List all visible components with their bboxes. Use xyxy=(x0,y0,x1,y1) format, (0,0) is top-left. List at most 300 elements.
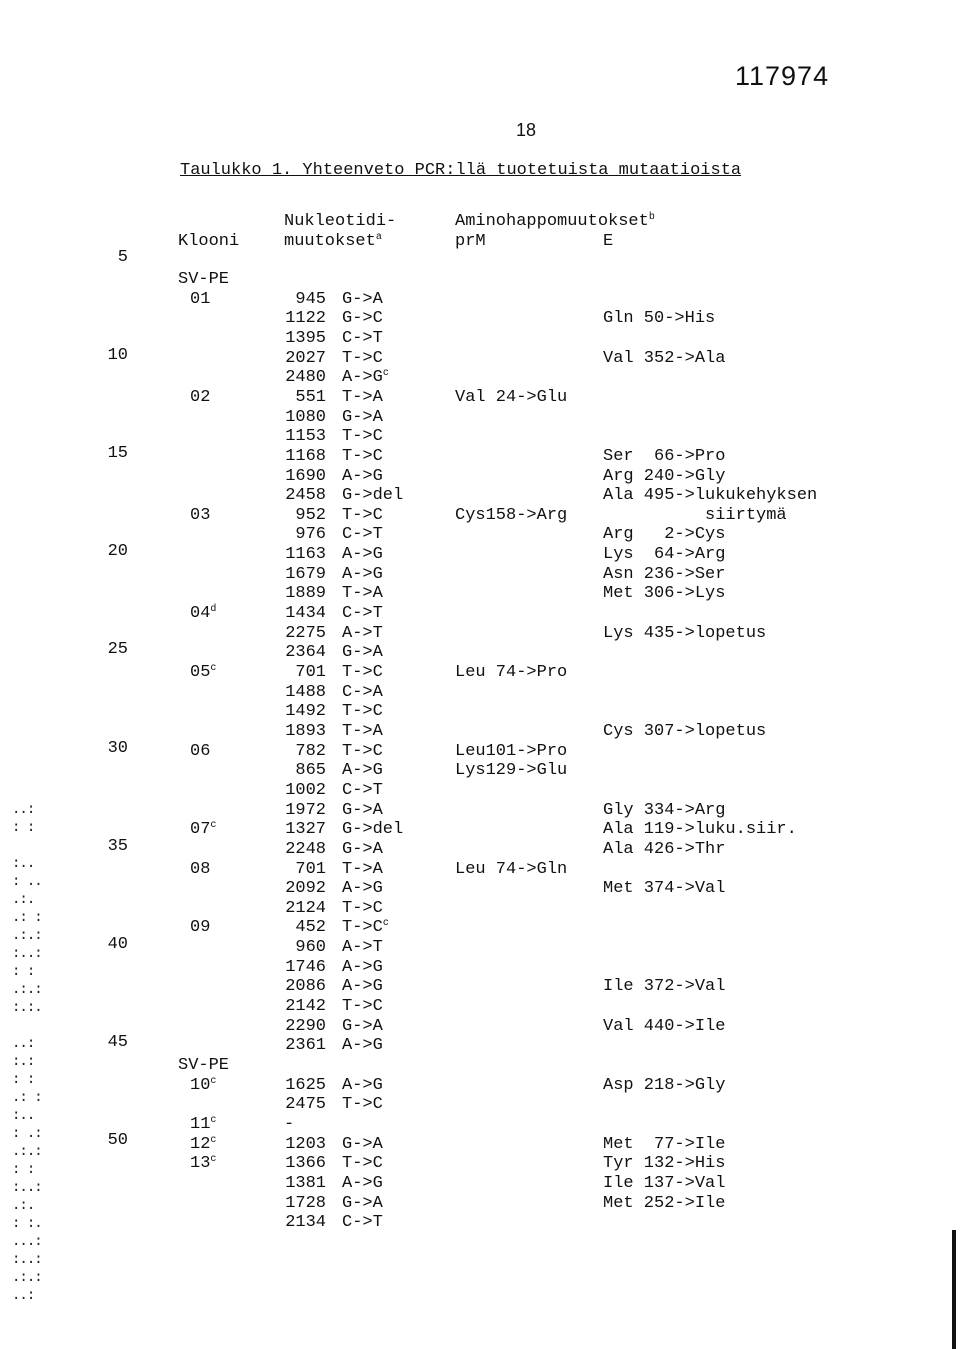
nucleotide-change xyxy=(342,742,383,762)
nucleotide-change xyxy=(342,879,383,899)
nucleotide-position xyxy=(214,427,326,447)
e-change xyxy=(603,525,725,545)
nucleotide-position xyxy=(214,447,326,467)
clone-id xyxy=(190,820,216,840)
nucleotide-position-text: 701 xyxy=(295,663,326,682)
clone-id-text: 09 xyxy=(190,918,211,938)
e-change-text: Asp 218->Gly xyxy=(603,1075,726,1095)
nucleotide-change xyxy=(342,1194,383,1214)
e-change xyxy=(603,977,725,997)
nucleotide-change-text: G->A xyxy=(342,289,383,309)
nucleotide-change-text: T->C xyxy=(342,505,383,525)
e-change-text: Asn 236->Ser xyxy=(603,564,726,584)
nucleotide-position-text: 1203 xyxy=(285,1134,326,1154)
clone-id-footnote: c xyxy=(210,820,217,832)
prm-change-text: Cys158->Arg xyxy=(455,505,568,525)
e-change-text: Ala 495->lukukehyksen xyxy=(603,486,818,506)
nucleotide-change xyxy=(342,801,383,821)
e-change xyxy=(603,349,725,369)
nucleotide-position xyxy=(214,643,326,663)
nucleotide-position xyxy=(214,329,326,349)
nucleotide-position-text: 976 xyxy=(295,525,326,545)
e-change-text: Lys 64->Arg xyxy=(603,545,726,565)
nucleotide-change-text: T->C xyxy=(342,663,383,682)
nucleotide-change xyxy=(342,683,383,703)
nucleotide-change-text: G->del xyxy=(342,486,404,506)
nucleotide-position xyxy=(214,584,326,604)
nucleotide-position xyxy=(214,997,326,1017)
clone-id xyxy=(190,604,216,624)
nucleotide-change-text: A->G xyxy=(342,977,383,997)
nucleotide-position-text: 2092 xyxy=(285,879,326,899)
nucleotide-change xyxy=(342,1076,383,1096)
nucleotide-change xyxy=(342,643,383,663)
prm-change xyxy=(455,663,567,683)
nucleotide-position xyxy=(214,938,326,958)
nucleotide-change-text: T->C xyxy=(342,898,383,918)
e-change xyxy=(603,840,725,860)
nucleotide-change xyxy=(342,545,383,565)
nucleotide-position-text: 551 xyxy=(295,387,326,407)
nucleotide-position xyxy=(214,388,326,408)
nucleotide-position-text: 952 xyxy=(295,505,326,525)
e-change xyxy=(603,722,766,742)
nucleotide-position xyxy=(214,1213,326,1233)
nucleotide-position xyxy=(214,860,326,880)
header-nucleotide-text: muutokset xyxy=(284,232,376,251)
nucleotide-change-text: T->A xyxy=(342,387,383,407)
e-change-text: Tyr 132->His xyxy=(603,1154,726,1174)
clone-id-text: 05 xyxy=(190,663,211,682)
e-change xyxy=(603,820,797,840)
clone-id-footnote: c xyxy=(210,1154,217,1166)
nucleotide-change-text: C->T xyxy=(342,604,383,624)
page-number: 18 xyxy=(516,120,537,140)
nucleotide-position xyxy=(214,525,326,545)
e-change-text: Met 252->Ile xyxy=(603,1193,726,1213)
nucleotide-position xyxy=(214,486,326,506)
header-nucleotide-footnote: a xyxy=(375,232,382,243)
nucleotide-change xyxy=(342,604,383,624)
e-change xyxy=(603,584,725,604)
nucleotide-position xyxy=(214,545,326,565)
nucleotide-change xyxy=(342,702,383,722)
nucleotide-position-text: 2124 xyxy=(285,898,326,918)
e-change-text: Arg 240->Gly xyxy=(603,466,726,486)
nucleotide-change-text: T->C xyxy=(342,741,383,761)
clone-id-footnote: c xyxy=(210,1075,217,1087)
e-change-text: Ile 137->Val xyxy=(603,1173,726,1193)
prm-change xyxy=(455,761,567,781)
clone-id-text: SV-PE xyxy=(178,1056,230,1075)
nucleotide-position-text: 1327 xyxy=(285,820,326,840)
e-change-text: Val 440->Ile xyxy=(603,1016,726,1036)
e-change-text: Gln 50->His xyxy=(603,309,716,329)
nucleotide-change-text: T->C xyxy=(342,446,383,466)
e-change-text: Ala 426->Thr xyxy=(603,839,726,859)
nucleotide-position-text: 1488 xyxy=(285,682,326,702)
nucleotide-position-text: 1153 xyxy=(285,427,326,447)
nucleotide-position xyxy=(214,506,326,526)
nucleotide-change xyxy=(342,938,383,958)
e-change-text: Ser 66->Pro xyxy=(603,446,726,466)
nucleotide-change-text: T->A xyxy=(342,859,383,879)
nucleotide-change xyxy=(342,1036,383,1056)
nucleotide-change-text: A->T xyxy=(342,623,383,643)
nucleotide-position xyxy=(214,1036,326,1056)
nucleotide-position-text: 1381 xyxy=(285,1173,326,1193)
margin-line-number: 30 xyxy=(107,738,128,758)
nucleotide-position-text: 1122 xyxy=(285,309,326,329)
nucleotide-change-text: A->G xyxy=(342,761,383,781)
nucleotide-position-text: 2290 xyxy=(285,1016,326,1036)
nucleotide-change xyxy=(342,761,383,781)
nucleotide-position-text: 865 xyxy=(295,761,326,781)
e-change xyxy=(603,309,715,329)
scan-edge-line xyxy=(952,1230,956,1349)
nucleotide-position-text: 2248 xyxy=(285,839,326,859)
nucleotide-change-text: G->A xyxy=(342,407,383,427)
e-change xyxy=(603,879,725,899)
prm-change xyxy=(455,506,567,526)
nucleotide-change xyxy=(342,447,383,467)
nucleotide-position-text: 1163 xyxy=(285,545,326,565)
nucleotide-change xyxy=(342,781,383,801)
nucleotide-change-text: C->T xyxy=(342,328,383,348)
nucleotide-change-text: T->C xyxy=(342,1154,383,1174)
nucleotide-change xyxy=(342,349,383,369)
nucleotide-change xyxy=(342,840,383,860)
scan-margin-dots: ..: : : :.. : .. .:. .: : .:.: :..: : : .:.: :.:. ..: :.: : : .: : :.. : .: .:.: : : :..: .:. : :. ...: :..: .:.: ..: xyxy=(12,801,42,1303)
nucleotide-change-text: A->G xyxy=(342,545,383,565)
clone-id xyxy=(178,270,229,290)
nucleotide-change xyxy=(342,408,383,428)
e-change xyxy=(603,467,725,487)
nucleotide-change-text: A->G xyxy=(342,466,383,486)
nucleotide-position-text: 2086 xyxy=(285,977,326,997)
nucleotide-position-text: 1690 xyxy=(285,466,326,486)
e-change xyxy=(603,801,725,821)
nucleotide-position xyxy=(214,879,326,899)
e-change xyxy=(603,624,766,644)
nucleotide-change-text: A->T xyxy=(342,938,383,958)
nucleotide-change xyxy=(342,977,383,997)
nucleotide-change-text: T->A xyxy=(342,584,383,604)
clone-id-text: 03 xyxy=(190,505,211,525)
e-change xyxy=(603,1076,725,1096)
nucleotide-position-text: 1366 xyxy=(285,1154,326,1174)
nucleotide-position xyxy=(214,722,326,742)
nucleotide-position xyxy=(214,1135,326,1155)
nucleotide-change xyxy=(342,1135,383,1155)
margin-line-number: 50 xyxy=(107,1130,128,1150)
e-change-text: Cys 307->lopetus xyxy=(603,721,767,741)
e-change-text: Lys 435->lopetus xyxy=(603,623,767,643)
nucleotide-change xyxy=(342,1213,383,1233)
patent-number: 117974 xyxy=(735,61,830,91)
margin-line-number: 15 xyxy=(107,444,128,464)
e-change-text: Met 306->Lys xyxy=(603,584,726,604)
prm-change xyxy=(455,742,567,762)
header-prm: prM xyxy=(455,232,486,251)
nucleotide-change xyxy=(342,624,383,644)
nucleotide-change xyxy=(342,525,383,545)
nucleotide-change-text: A->G xyxy=(342,1036,383,1056)
clone-id-text: 11 xyxy=(190,1114,211,1134)
prm-change-text: Lys129->Glu xyxy=(455,761,568,781)
nucleotide-position-text: 2480 xyxy=(285,368,326,388)
nucleotide-position xyxy=(214,290,326,310)
nucleotide-change xyxy=(342,899,383,919)
margin-line-number: 10 xyxy=(107,346,128,366)
nucleotide-change-text: T->C xyxy=(342,427,383,447)
nucleotide-position xyxy=(214,781,326,801)
clone-id xyxy=(190,388,210,408)
clone-id xyxy=(190,742,210,762)
header-nucleotide-line2 xyxy=(284,232,382,252)
prm-change-text: Val 24->Glu xyxy=(455,387,568,407)
clone-id-text: 07 xyxy=(190,820,211,840)
nucleotide-change xyxy=(342,329,383,349)
nucleotide-position xyxy=(214,683,326,703)
nucleotide-position-text: 960 xyxy=(295,938,326,958)
clone-id-text: 02 xyxy=(190,387,211,407)
nucleotide-change-text: A->G xyxy=(342,1173,383,1193)
nucleotide-change xyxy=(342,918,389,938)
e-change xyxy=(603,1017,725,1037)
nucleotide-position-text: 1395 xyxy=(285,328,326,348)
e-change-text: Ala 119->luku.siir. xyxy=(603,820,797,840)
clone-id xyxy=(190,1076,216,1096)
nucleotide-position-text: 701 xyxy=(295,859,326,879)
header-nucleotide-line1: Nukleotidi- xyxy=(284,212,397,231)
nucleotide-position xyxy=(214,977,326,997)
clone-id xyxy=(190,663,216,683)
nucleotide-change-text: T->C xyxy=(342,348,383,368)
nucleotide-change-text: G->A xyxy=(342,800,383,820)
nucleotide-position xyxy=(214,761,326,781)
nucleotide-change-text: G->A xyxy=(342,1134,383,1154)
nucleotide-change-text: G->A xyxy=(342,839,383,859)
margin-line-number: 45 xyxy=(107,1032,128,1052)
nucleotide-change xyxy=(342,1154,383,1174)
prm-change xyxy=(455,388,567,408)
nucleotide-position xyxy=(214,899,326,919)
nucleotide-position xyxy=(214,624,326,644)
nucleotide-position xyxy=(214,918,326,938)
nucleotide-change xyxy=(342,1095,383,1115)
e-change-text: Arg 2->Cys xyxy=(603,525,726,545)
e-change-text: siirtymä xyxy=(603,505,787,525)
e-change xyxy=(603,565,725,585)
nucleotide-change xyxy=(342,584,383,604)
nucleotide-change xyxy=(342,663,383,683)
nucleotide-position-text: 1002 xyxy=(285,780,326,800)
nucleotide-change-text: C->T xyxy=(342,1213,383,1233)
header-aa-footnote: b xyxy=(648,212,655,223)
nucleotide-change xyxy=(342,290,383,310)
e-change-text: Val 352->Ala xyxy=(603,348,726,368)
e-change xyxy=(603,506,787,526)
nucleotide-change xyxy=(342,1174,383,1194)
nucleotide-change xyxy=(342,860,383,880)
nucleotide-change-text: G->A xyxy=(342,1016,383,1036)
nucleotide-change-text: G->A xyxy=(342,1193,383,1213)
nucleotide-position xyxy=(214,1194,326,1214)
prm-change-text: Leu 74->Pro xyxy=(455,663,568,682)
nucleotide-change-text: C->A xyxy=(342,682,383,702)
nucleotide-position-text: 2142 xyxy=(285,997,326,1017)
nucleotide-position xyxy=(214,1154,326,1174)
nucleotide-change-text: T->C xyxy=(342,702,383,722)
nucleotide-position xyxy=(214,604,326,624)
clone-id-footnote: c xyxy=(210,1114,217,1126)
nucleotide-change-text: A->G xyxy=(342,1075,383,1095)
nucleotide-position-text: 1889 xyxy=(285,584,326,604)
header-aa-text: Aminohappomuutokset xyxy=(455,212,649,231)
clone-id xyxy=(178,1056,229,1076)
nucleotide-change-text: C->T xyxy=(342,525,383,545)
e-change xyxy=(603,486,817,506)
e-change-text: Gly 334->Arg xyxy=(603,800,726,820)
nucleotide-change xyxy=(342,467,383,487)
nucleotide-position-text: 2361 xyxy=(285,1036,326,1056)
clone-id-footnote: c xyxy=(210,1134,217,1146)
nucleotide-change xyxy=(342,506,383,526)
e-change-text: Met 77->Ile xyxy=(603,1134,726,1154)
nucleotide-change-text: T->C xyxy=(342,997,383,1017)
margin-line-number: 20 xyxy=(107,542,128,562)
nucleotide-change-text: A->G xyxy=(342,957,383,977)
nucleotide-position xyxy=(214,801,326,821)
nucleotide-change-footnote: c xyxy=(382,368,389,380)
clone-id-text: 08 xyxy=(190,859,211,879)
nucleotide-position-text: 1728 xyxy=(285,1193,326,1213)
e-change xyxy=(603,545,725,565)
nucleotide-change xyxy=(342,427,383,447)
e-change xyxy=(603,1135,725,1155)
prm-change-text: Leu101->Pro xyxy=(455,741,568,761)
nucleotide-change xyxy=(342,368,389,388)
nucleotide-change xyxy=(342,820,403,840)
nucleotide-change-text: - xyxy=(284,1114,295,1134)
nucleotide-change-text: A->G xyxy=(342,879,383,899)
nucleotide-position-text: 2134 xyxy=(285,1213,326,1233)
nucleotide-change-text: T->A xyxy=(342,721,383,741)
nucleotide-position xyxy=(214,1076,326,1096)
header-clone: Klooni xyxy=(178,232,240,251)
nucleotide-position xyxy=(214,820,326,840)
e-change-text: Met 374->Val xyxy=(603,879,726,899)
clone-id-footnote: d xyxy=(210,604,217,616)
nucleotide-position-text: 2364 xyxy=(285,643,326,663)
nucleotide-change xyxy=(342,486,403,506)
nucleotide-position-text: 1746 xyxy=(285,957,326,977)
clone-id xyxy=(190,1154,216,1174)
nucleotide-position-text: 1434 xyxy=(285,604,326,624)
clone-id xyxy=(190,1115,216,1135)
nucleotide-change-text: G->del xyxy=(342,820,404,840)
nucleotide-change xyxy=(342,722,383,742)
e-change xyxy=(603,1154,725,1174)
margin-line-number: 35 xyxy=(107,836,128,856)
margin-line-number: 25 xyxy=(107,640,128,660)
nucleotide-position-text: 2275 xyxy=(285,623,326,643)
nucleotide-change-text: A->G xyxy=(342,564,383,584)
nucleotide-change-footnote: c xyxy=(382,918,389,930)
clone-id-text: 13 xyxy=(190,1154,211,1174)
e-change xyxy=(603,1174,725,1194)
nucleotide-position-text: 945 xyxy=(295,289,326,309)
clone-id-text: 01 xyxy=(190,289,211,309)
clone-id xyxy=(190,860,210,880)
nucleotide-change-text: A->G xyxy=(342,368,383,388)
nucleotide-position-text: 1972 xyxy=(285,800,326,820)
nucleotide-change xyxy=(342,1017,383,1037)
nucleotide-change-text: T->C xyxy=(342,918,383,938)
nucleotide-position xyxy=(214,368,326,388)
clone-id xyxy=(190,290,210,310)
clone-id-text: 10 xyxy=(190,1075,211,1095)
clone-id-text: 12 xyxy=(190,1134,211,1154)
prm-change-text: Leu 74->Gln xyxy=(455,859,568,879)
prm-change xyxy=(455,860,567,880)
e-change xyxy=(603,1194,725,1214)
clone-id-text: 06 xyxy=(190,741,211,761)
nucleotide-position-text: 1168 xyxy=(285,446,326,466)
header-e: E xyxy=(603,232,614,251)
clone-id xyxy=(190,918,210,938)
nucleotide-change-text: T->C xyxy=(342,1095,383,1115)
nucleotide-position-text: 2027 xyxy=(285,348,326,368)
e-change-text: Ile 372->Val xyxy=(603,977,726,997)
nucleotide-position xyxy=(214,467,326,487)
nucleotide-position xyxy=(214,349,326,369)
clone-id xyxy=(190,1135,216,1155)
nucleotide-position-text: 1679 xyxy=(285,564,326,584)
nucleotide-position xyxy=(214,565,326,585)
nucleotide-position-text: 782 xyxy=(295,741,326,761)
nucleotide-position-text: 1625 xyxy=(285,1075,326,1095)
nucleotide-position xyxy=(214,1017,326,1037)
e-change xyxy=(603,447,725,467)
table-title: Taulukko 1. Yhteenveto PCR:llä tuotetuista mutaatioista xyxy=(180,161,742,180)
nucleotide-change xyxy=(342,565,383,585)
nucleotide-change xyxy=(342,997,383,1017)
nucleotide-position xyxy=(214,408,326,428)
nucleotide-position xyxy=(214,840,326,860)
nucleotide-change xyxy=(342,958,383,978)
nucleotide-position xyxy=(214,742,326,762)
margin-line-number: 5 xyxy=(117,248,128,267)
nucleotide-position xyxy=(214,702,326,722)
clone-id xyxy=(190,506,210,526)
nucleotide-position xyxy=(214,1095,326,1115)
nucleotide-position xyxy=(214,663,326,683)
nucleotide-change xyxy=(342,388,383,408)
nucleotide-change xyxy=(342,309,383,329)
clone-id-footnote: c xyxy=(210,663,217,674)
nucleotide-position-text: 1893 xyxy=(285,721,326,741)
header-aa-line1 xyxy=(455,212,655,232)
nucleotide-position-text: 452 xyxy=(295,918,326,938)
nucleotide-position xyxy=(214,958,326,978)
clone-id-text: SV-PE xyxy=(178,270,230,289)
nucleotide-position-text: 2458 xyxy=(285,486,326,506)
nucleotide-position-text: 1492 xyxy=(285,702,326,722)
nucleotide-position-text: 1080 xyxy=(285,407,326,427)
nucleotide-change xyxy=(284,1115,294,1135)
